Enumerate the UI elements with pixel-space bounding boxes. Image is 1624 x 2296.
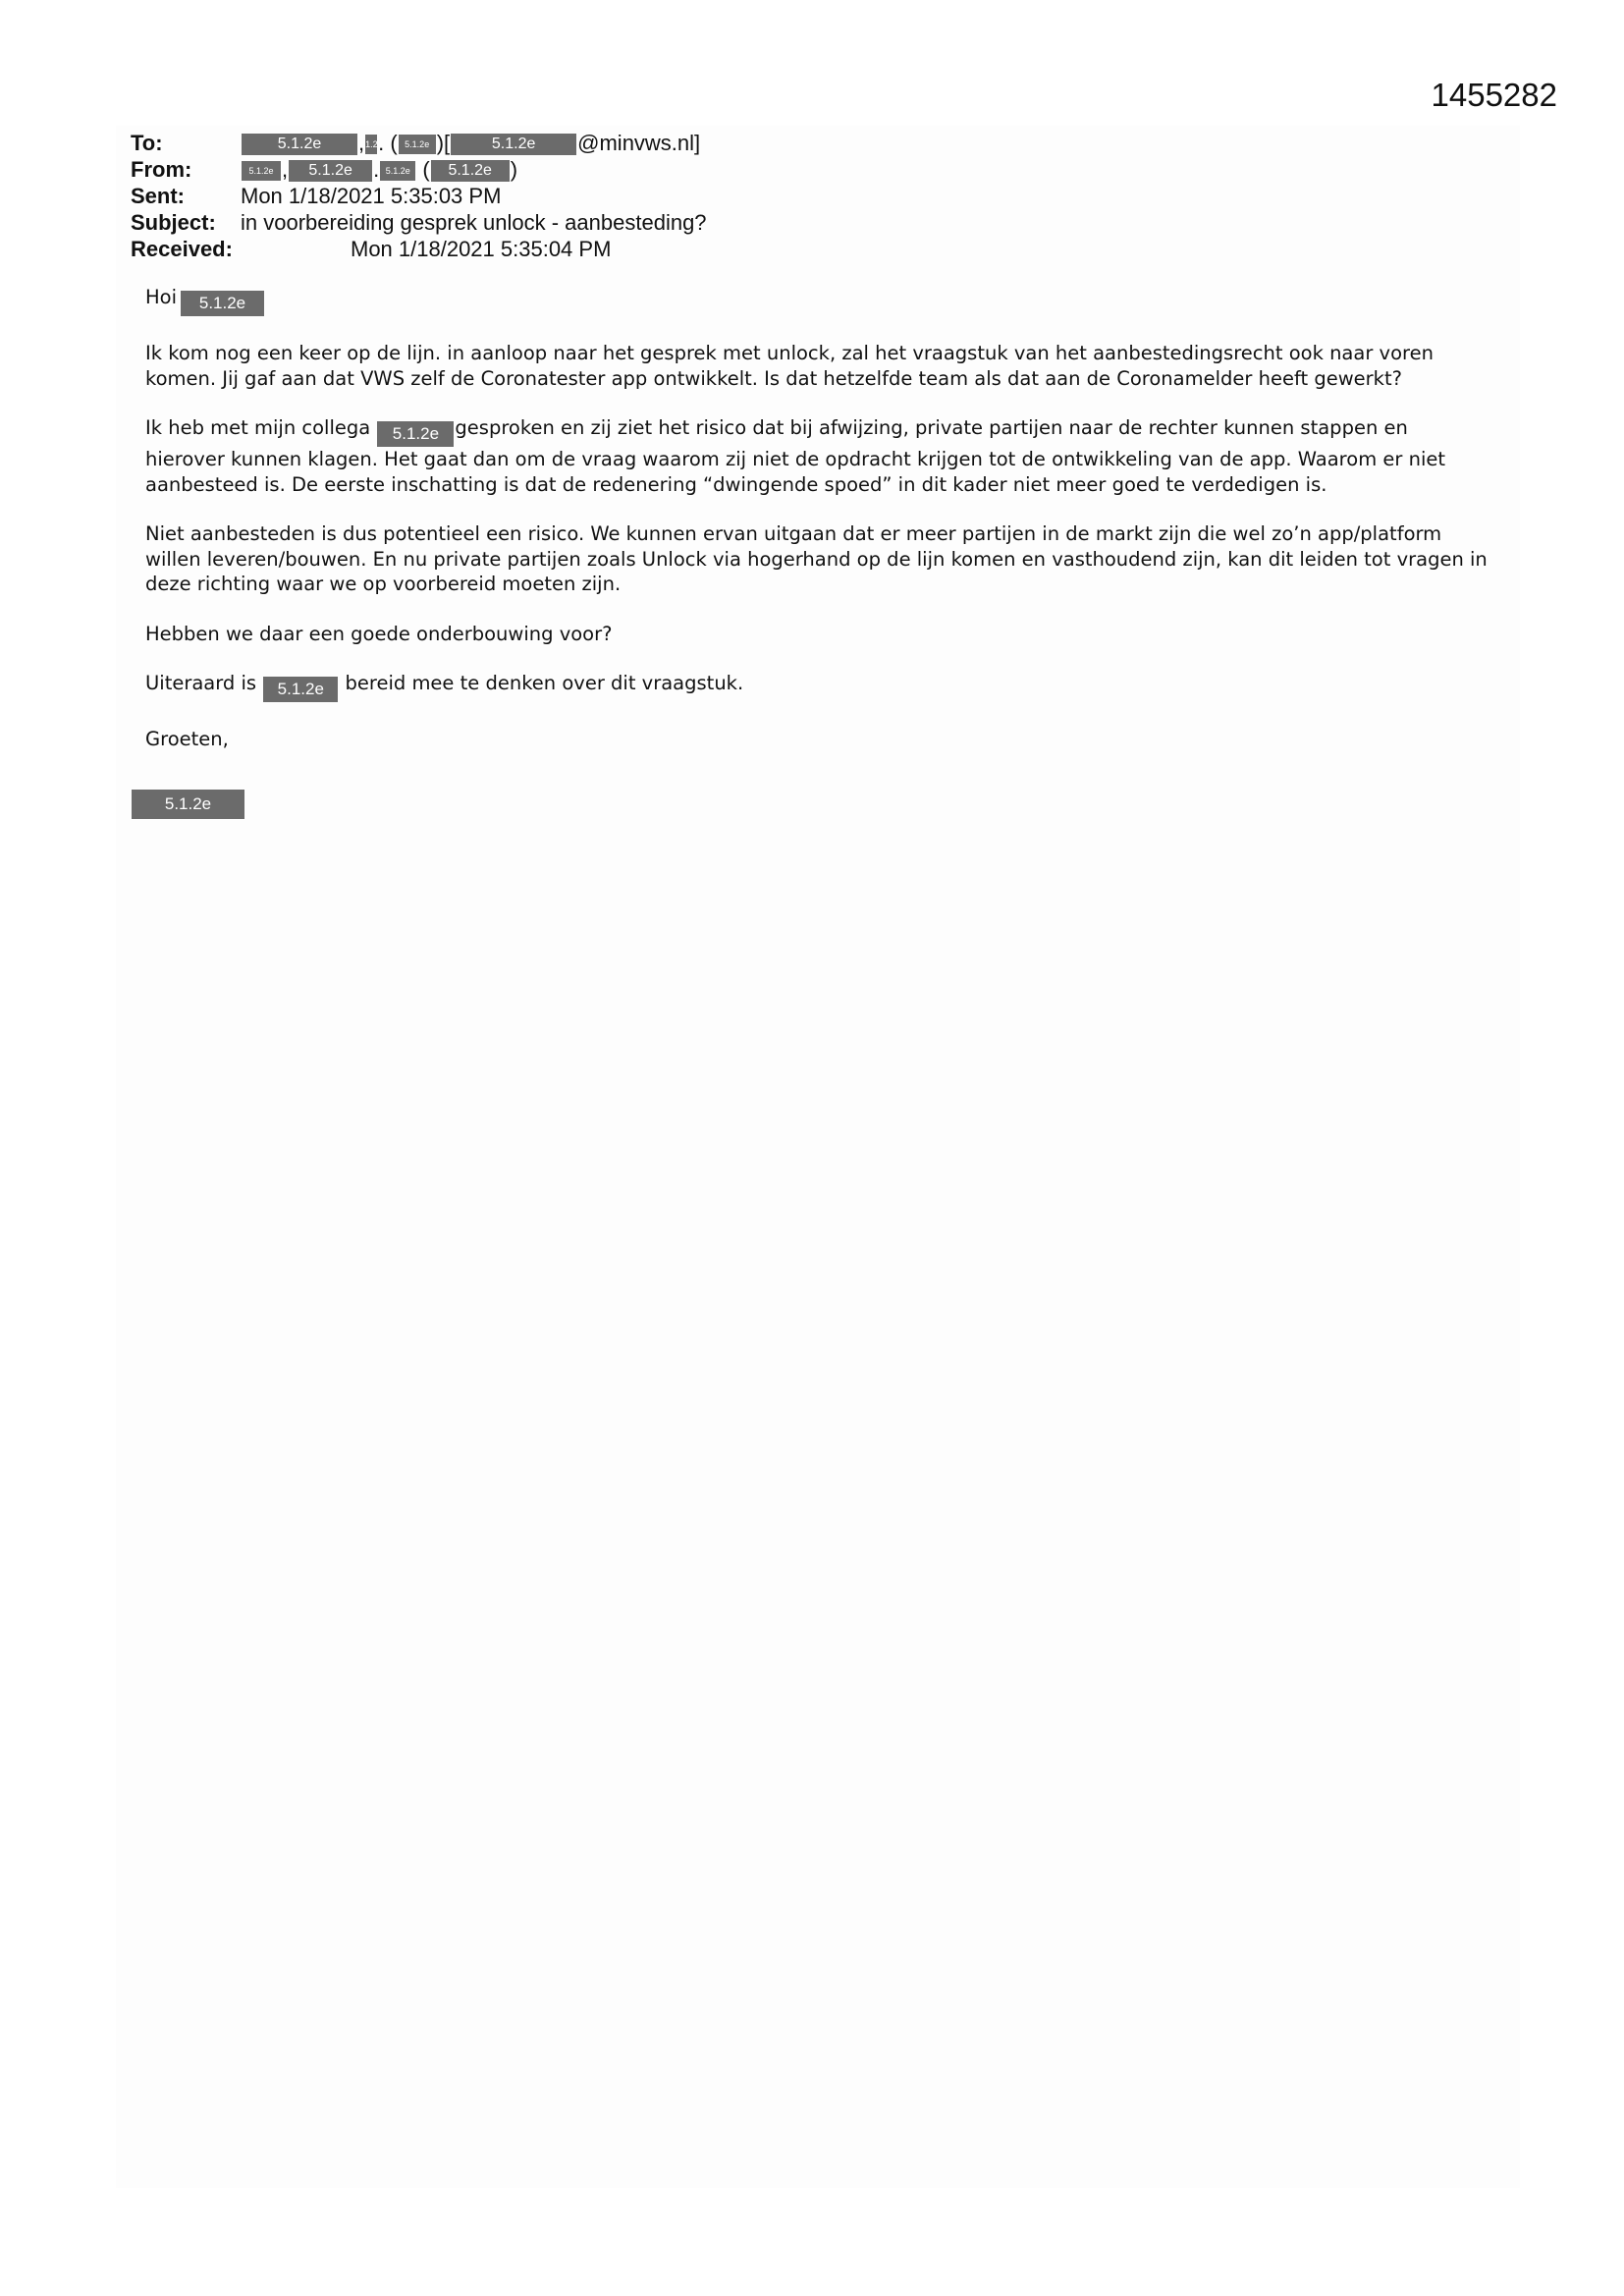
subject-row [131, 209, 707, 236]
sent-label: Sent: [131, 184, 185, 208]
redaction: 5.1.2e [242, 161, 281, 181]
redaction: 5.1.2e [289, 160, 372, 182]
subject-label: Subject: [131, 210, 216, 235]
from-label: From: [131, 157, 192, 182]
greeting: Hoi [145, 286, 178, 308]
redaction: 1.2 [365, 135, 377, 154]
received-row [131, 236, 707, 262]
to-email-suffix: @minvws.nl] [577, 131, 701, 155]
email-body [145, 285, 1490, 752]
paragraph-2-start: Ik heb met mijn collega [145, 416, 371, 439]
paragraph-5-rest: bereid mee te denken over dit vraagstuk. [345, 672, 744, 694]
paragraph-3: Niet aanbesteden is dus potentieel een risico. We kunnen ervan uitgaan dat er meer partijen in de markt zijn die wel zo’n app/platform willen leveren/bouwen. En nu private partijen zoals Unlock via hogerhand op de lijn komen en vasthoudend zijn, kan dit leiden tot vragen in deze richting waar we op voorbereid moeten zijn. [145, 522, 1488, 595]
signature [131, 790, 245, 819]
email-header [131, 130, 707, 262]
from-row [131, 156, 707, 183]
redaction: 5.1.2e [377, 421, 454, 447]
paragraph-5-start: Uiteraard is [145, 672, 257, 694]
greeting-line [145, 285, 1490, 316]
redaction: 5.1.2e [181, 291, 264, 316]
to-label: To: [131, 131, 163, 155]
paragraph-2 [145, 415, 1490, 497]
subject-value: in voorbereiding gesprek unlock - aanbesteding? [241, 210, 707, 235]
closing: Groeten, [145, 728, 229, 750]
received-value: Mon 1/18/2021 5:35:04 PM [351, 237, 612, 261]
redaction: 5.1.2e [380, 161, 415, 181]
paragraph-2-rest: gesproken en zij ziet het risico dat bij afwijzing, private partijen naar de rechter kunnen stappen en hierover kunnen klagen. Het gaat dan om de vraag waarom zij niet de opdracht krijgen tot de ontwikkeling van de app. Waarom er niet aanbesteed is. De eerste inschatting is dat de redenering “dwingende spoed” in dit kader niet meer goed te verdedigen is. [145, 416, 1446, 496]
received-label: Received: [131, 237, 233, 261]
sent-row [131, 183, 707, 209]
to-row [131, 130, 707, 156]
redaction: 5.1.2e [242, 134, 357, 155]
to-value: 5.1.2e ,1.2. ( 5.1.2e )[ 5.1.2e @minvws.nl] [241, 130, 700, 156]
paragraph-4: Hebben we daar een goede onderbouwing voor? [145, 622, 613, 645]
redaction: 5.1.2e [451, 134, 576, 155]
paragraph-5 [145, 671, 1490, 702]
from-value: 5.1.2e , 5.1.2e . 5.1.2e ( 5.1.2e ) [241, 156, 517, 183]
redaction: 5.1.2e [263, 677, 338, 702]
redaction: 5.1.2e [399, 135, 436, 154]
paragraph-1: Ik kom nog een keer op de lijn. in aanloop naar het gesprek met unlock, zal het vraagstuk van het aanbestedingsrecht ook naar voren komen. Jij gaf aan dat VWS zelf de Coronatester app ontwikkelt. Is dat hetzelfde team als dat aan de Coronamelder heeft gewerkt? [145, 342, 1434, 390]
document-number: 1455282 [1431, 77, 1557, 113]
redaction: 5.1.2e [132, 790, 244, 819]
sent-value: Mon 1/18/2021 5:35:03 PM [241, 184, 502, 208]
redaction: 5.1.2e [431, 160, 510, 182]
